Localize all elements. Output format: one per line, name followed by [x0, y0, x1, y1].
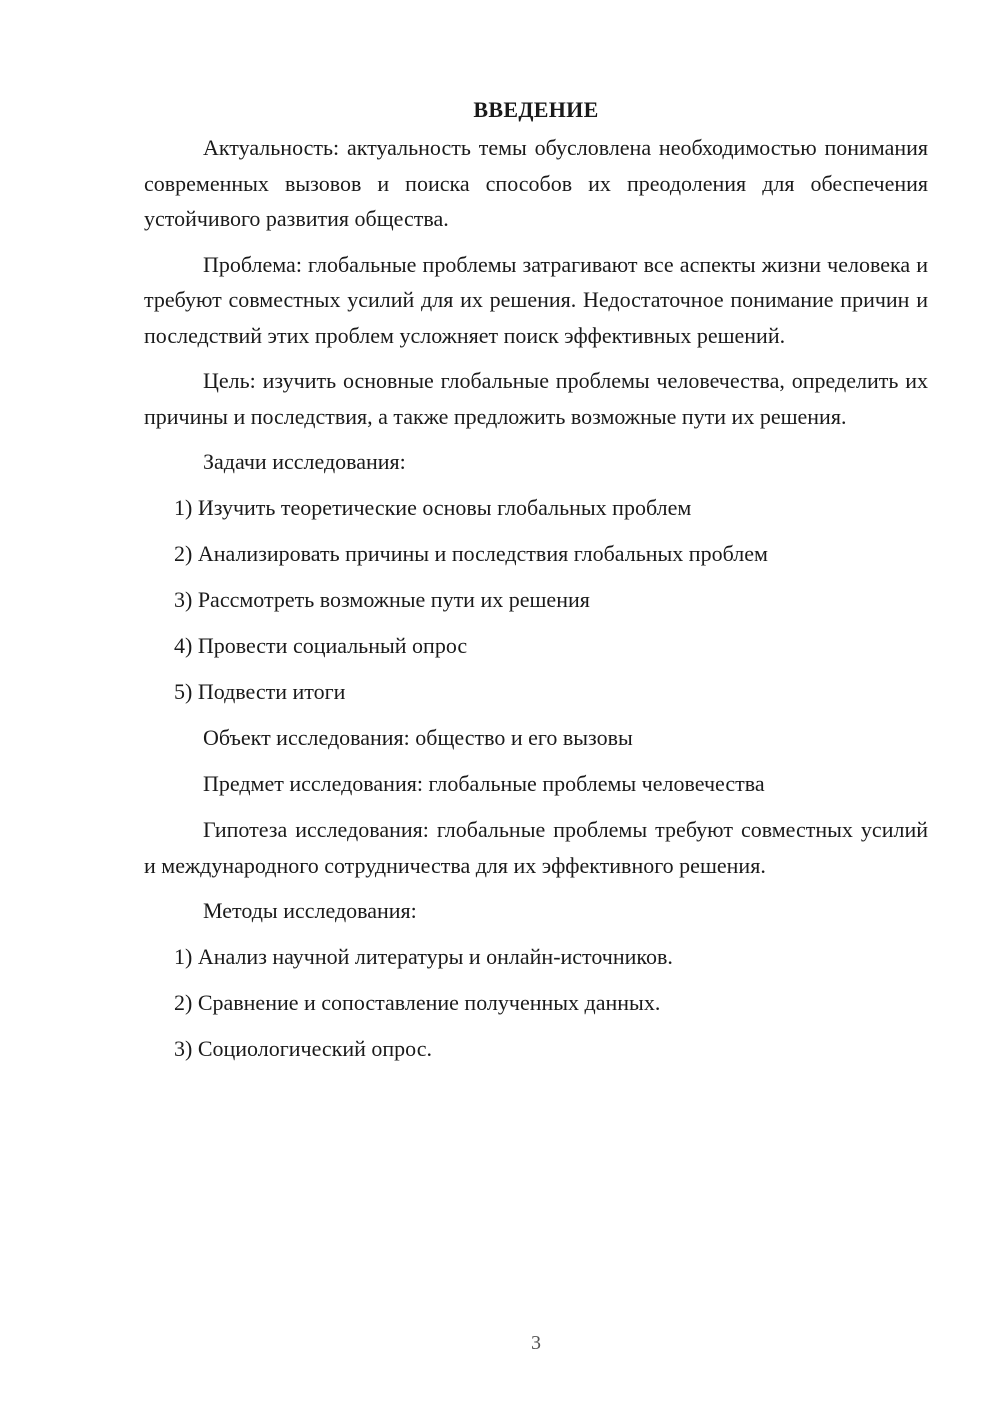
task-item: 1) Изучить теоретические основы глобальных проблем	[174, 495, 692, 520]
page-number: 3	[531, 1332, 541, 1354]
goal-paragraph: Цель: изучить основные глобальные проблемы человечества, определить их причины и последствия, а также предложить возможные пути их решения.	[144, 368, 928, 429]
research-object: Объект исследования: общество и его вызовы	[203, 725, 633, 750]
method-item: 2) Сравнение и сопоставление полученных данных.	[174, 990, 661, 1015]
problem-paragraph: Проблема: глобальные проблемы затрагивают все аспекты жизни человека и требуют совместных усилий для их решения. Недостаточное понимание причин и последствий этих проблем усложняет поиск эффективных решений.	[144, 251, 928, 348]
tasks-title: Задачи исследования:	[203, 449, 406, 474]
methods-title: Методы исследования:	[203, 898, 417, 923]
document-page	[144, 92, 928, 1077]
method-item: 1) Анализ научной литературы и онлайн-источников.	[174, 944, 673, 969]
task-item: 3) Рассмотреть возможные пути их решения	[174, 587, 590, 612]
task-item: 5) Подвести итоги	[174, 679, 346, 704]
research-subject: Предмет исследования: глобальные проблемы человечества	[203, 771, 765, 796]
task-item: 4) Провести социальный опрос	[174, 633, 468, 658]
hypothesis-paragraph: Гипотеза исследования: глобальные проблемы требуют совместных усилий и международного сотрудничества для их эффективного решения.	[144, 817, 928, 878]
tasks-list	[144, 490, 928, 710]
methods-list	[144, 939, 928, 1067]
method-item: 3) Социологический опрос.	[174, 1036, 432, 1061]
relevance-paragraph: Актуальность: актуальность темы обусловлена необходимостью понимания современных вызовов и поиска способов их преодоления для обеспечения устойчивого развития общества.	[144, 135, 928, 231]
task-item: 2) Анализировать причины и последствия глобальных проблем	[174, 541, 768, 566]
section-heading: ВВЕДЕНИЕ	[473, 97, 599, 122]
